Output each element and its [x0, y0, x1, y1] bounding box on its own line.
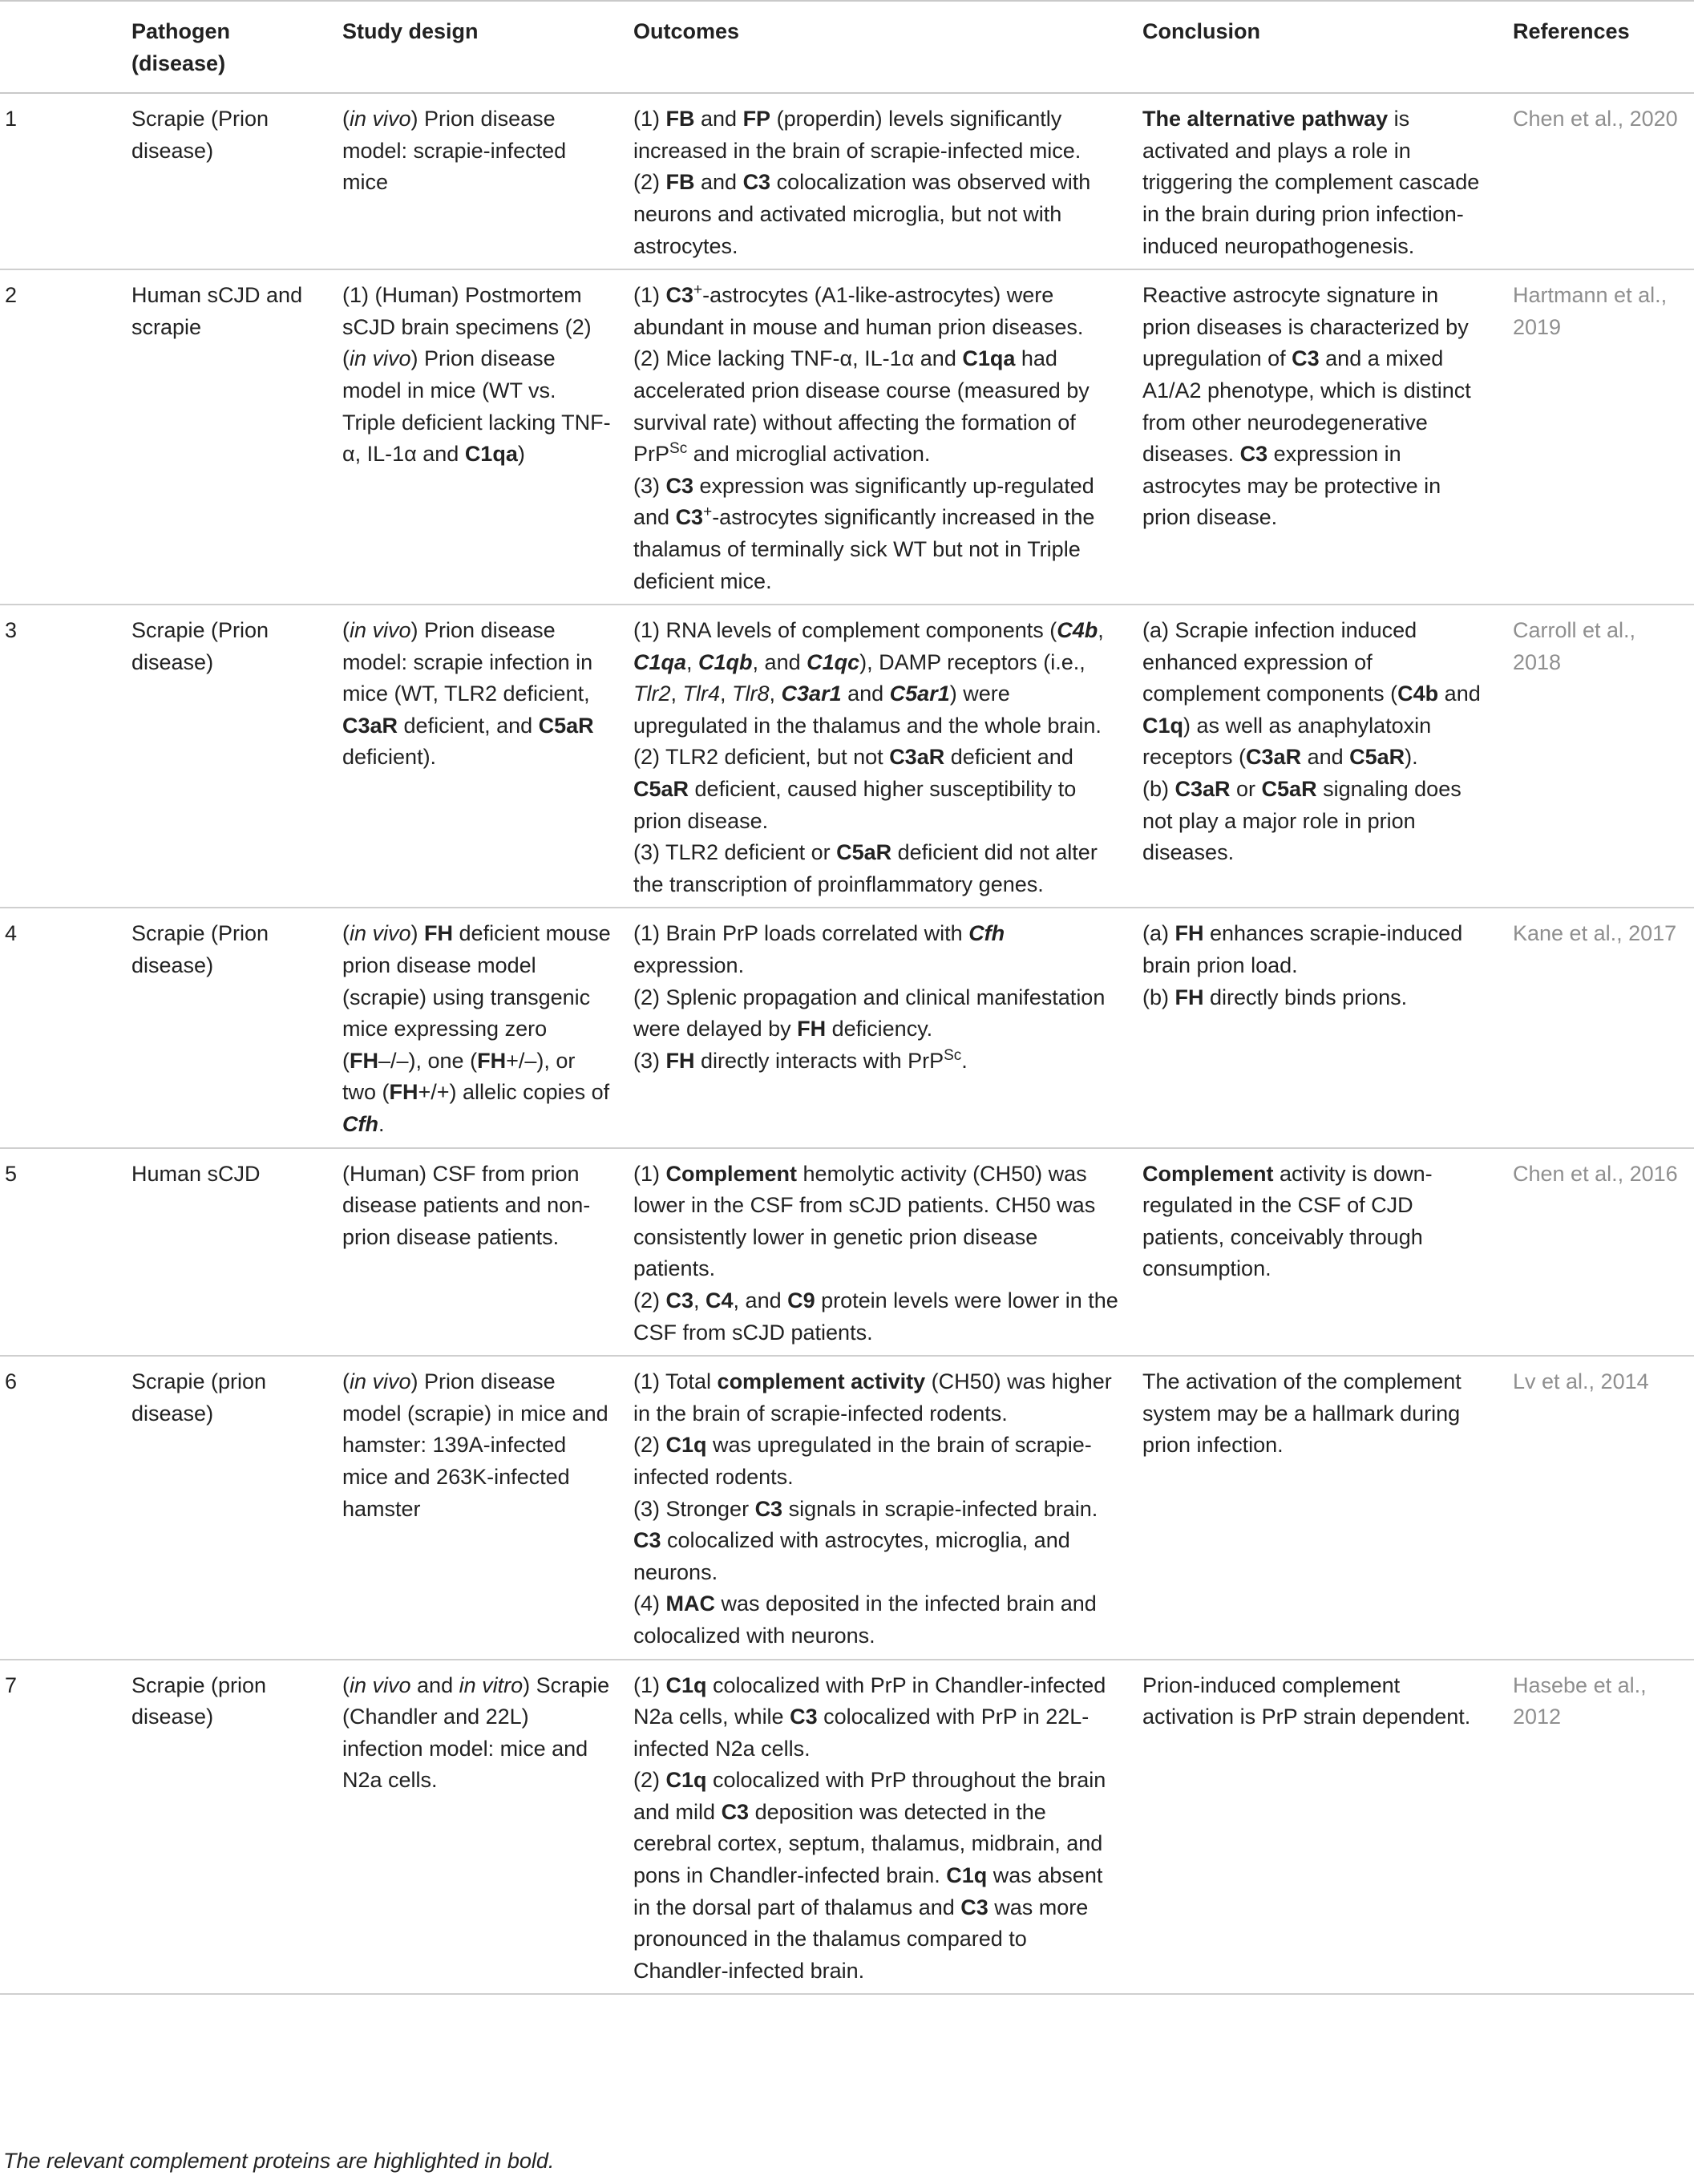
outcomes-cell-lines	[633, 1366, 1142, 1652]
row-number-text: 4	[5, 921, 18, 946]
row-number	[0, 269, 131, 605]
study-design-cell	[342, 1356, 633, 1659]
table-row	[0, 605, 1694, 908]
outcome-item: (2) Mice lacking TNF-α, IL-1α and C1qa had accelerated prion disease course (measured by survival rate) without affecting the formation of PrP$^{Sc}$ and microglial activation.	[633, 346, 1090, 467]
reference-cell-text: Chen et al., 2020	[1513, 107, 1678, 131]
outcome-item: (2) C3, C4, and C9 protein levels were lower in the CSF from sCJD patients.	[633, 1288, 1118, 1345]
study-design-cell	[342, 93, 633, 269]
header-outcomes	[633, 1, 1142, 93]
conclusion-cell	[1142, 1356, 1513, 1659]
study-design-cell-text: (in vivo) Prion disease model (scrapie) in mice and hamster: 139A-infected mice and 263K-infected hamster	[342, 1369, 608, 1521]
outcomes-cell-lines	[633, 615, 1142, 900]
table-row	[0, 269, 1694, 605]
header-number	[0, 1, 131, 93]
outcomes-cell-lines	[633, 1670, 1142, 1988]
conclusion-cell	[1142, 1660, 1513, 1995]
pathogen-cell	[131, 1356, 342, 1659]
outcomes-cell	[633, 1148, 1142, 1357]
pathogen-cell	[131, 93, 342, 269]
row-number	[0, 93, 131, 269]
outcome-item: (1) C3+-astrocytes (A1-like-astrocytes) were abundant in mouse and human prion diseases.	[633, 281, 1084, 339]
outcome-item: (1) RNA levels of complement components (C4b, C1qa, C1qb, and C1qc), DAMP receptors (i.e., Tlr2, Tlr4, Tlr8, C3ar1 and C5ar1) were upregulated in the thalamus and the whole brain.	[633, 618, 1104, 738]
conclusion-cell	[1142, 605, 1513, 908]
row-number	[0, 1356, 131, 1659]
outcome-item: (1) Brain PrP loads correlated with Cfh expression.	[633, 921, 1005, 978]
study-design-cell	[342, 1148, 633, 1357]
outcomes-cell	[633, 605, 1142, 908]
reference-cell-text: Carroll et al., 2018	[1513, 618, 1636, 674]
outcome-item: (3) FH directly interacts with PrP$^{Sc}$.	[633, 1046, 968, 1073]
header-study-design	[342, 1, 633, 93]
outcome-item: (2) TLR2 deficient, but not C3aR deficient and C5aR deficient, caused higher susceptibility to prion disease.	[633, 745, 1077, 833]
outcome-item: (4) MAC was deposited in the infected brain and colocalized with neurons.	[633, 1591, 1097, 1648]
table-row	[0, 908, 1694, 1147]
study-design-cell-text: (in vivo) Prion disease model: scrapie-infected mice	[342, 107, 567, 195]
conclusion-cell-lines	[1142, 1159, 1513, 1285]
row-number-text: 1	[5, 107, 18, 131]
row-number-text: 3	[5, 618, 18, 643]
row-number-text: 7	[5, 1672, 18, 1697]
reference-cell	[1513, 908, 1694, 1147]
conclusion-item: (a) Scrapie infection induced enhanced expression of complement components (C4b and C1q) as well as anaphylatoxin receptors (C3aR and C5aR).	[1142, 618, 1481, 770]
conclusion-cell-lines	[1142, 1670, 1513, 1733]
pathogen-cell-text: Human sCJD	[131, 1161, 261, 1186]
study-design-cell-text: (in vivo) FH deficient mouse prion disease model (scrapie) using transgenic mice expressing zero (FH–/–), one (FH+/–), or two (FH+/+) allelic copies of Cfh.	[342, 921, 611, 1136]
row-number	[0, 908, 131, 1147]
outcome-item: (1) Total complement activity (CH50) was higher in the brain of scrapie-infected rodents.	[633, 1369, 1112, 1426]
conclusion-item: Prion-induced complement activation is PrP strain dependent.	[1142, 1672, 1471, 1729]
outcome-item: (1) Complement hemolytic activity (CH50) was lower in the CSF from sCJD patients. CH50 was consistently lower in genetic prion disease patients.	[633, 1161, 1096, 1281]
outcomes-cell-lines	[633, 103, 1142, 262]
pathogen-cell-text: Scrapie (Prion disease)	[131, 921, 269, 978]
header-pathogen-label: Pathogen (disease)	[131, 19, 231, 75]
conclusion-item: Reactive astrocyte signature in prion diseases is characterized by upregulation of C3 and a mixed A1/A2 phenotype, which is distinct from other neurodegenerative diseases. C3 expression in astrocytes may be protective in prion disease.	[1142, 283, 1471, 530]
pathogen-cell-text: Scrapie (Prion disease)	[131, 618, 269, 674]
conclusion-item: (b) FH directly binds prions.	[1142, 985, 1408, 1009]
study-design-cell	[342, 908, 633, 1147]
outcomes-cell	[633, 1660, 1142, 1995]
study-design-cell	[342, 269, 633, 605]
row-number	[0, 1148, 131, 1357]
outcome-item: (1) C1q colocalized with PrP in Chandler-infected N2a cells, while C3 colocalized with PrP in 22L-infected N2a cells.	[633, 1672, 1106, 1761]
header-conclusion	[1142, 1, 1513, 93]
study-design-cell-text: (1) (Human) Postmortem sCJD brain specimens (2) (in vivo) Prion disease model in mice (WT vs. Triple deficient lacking TNF-α, IL-1α and C1qa)	[342, 283, 611, 467]
conclusion-cell-lines	[1142, 103, 1513, 262]
reference-cell-text: Chen et al., 2016	[1513, 1161, 1678, 1186]
reference-cell	[1513, 1660, 1694, 1995]
outcomes-cell-lines	[633, 1159, 1142, 1349]
conclusion-cell	[1142, 269, 1513, 605]
conclusion-cell	[1142, 908, 1513, 1147]
header-study-design-label: Study design	[342, 19, 479, 43]
reference-cell-text: Lv et al., 2014	[1513, 1369, 1649, 1394]
row-number-text: 6	[5, 1369, 18, 1394]
outcome-item: (2) FB and C3 colocalization was observed with neurons and activated microglia, but not with astrocytes.	[633, 170, 1091, 258]
conclusion-cell	[1142, 93, 1513, 269]
outcome-item: (3) Stronger C3 signals in scrapie-infected brain. C3 colocalized with astrocytes, microglia, and neurons.	[633, 1496, 1098, 1584]
conclusion-cell-lines	[1142, 280, 1513, 534]
outcome-item: (2) Splenic propagation and clinical manifestation were delayed by FH deficiency.	[633, 985, 1106, 1041]
study-design-cell	[342, 1660, 633, 1995]
header-references-label: References	[1513, 19, 1630, 43]
outcomes-cell	[633, 93, 1142, 269]
reference-cell	[1513, 93, 1694, 269]
reference-cell	[1513, 605, 1694, 908]
row-number-text: 2	[5, 283, 18, 308]
conclusion-cell-lines	[1142, 615, 1513, 869]
row-number	[0, 1660, 131, 1995]
table-row	[0, 1148, 1694, 1357]
outcomes-cell	[633, 269, 1142, 605]
reference-cell-text: Hartmann et al., 2019	[1513, 283, 1668, 339]
outcome-item: (1) FB and FP (properdin) levels significantly increased in the brain of scrapie-infected mice.	[633, 107, 1081, 163]
outcome-item: (3) C3 expression was significantly up-regulated and C3+-astrocytes significantly increased in the thalamus of terminally sick WT but not in Triple deficient mice.	[633, 473, 1095, 593]
conclusion-cell-lines	[1142, 918, 1513, 1013]
pathogen-cell-text: Human sCJD and scrapie	[131, 283, 303, 339]
reference-cell-text: Hasebe et al., 2012	[1513, 1672, 1647, 1729]
outcomes-cell	[633, 1356, 1142, 1659]
conclusion-cell-lines	[1142, 1366, 1513, 1462]
conclusion-item: The alternative pathway is activated and plays a role in triggering the complement cascade in the brain during prion infection-induced neuropathogenesis.	[1142, 107, 1480, 258]
header-pathogen	[131, 1, 342, 93]
reference-cell	[1513, 1148, 1694, 1357]
table-row	[0, 1660, 1694, 1995]
pathogen-cell-text: Scrapie (prion disease)	[131, 1369, 267, 1426]
pathogen-cell	[131, 605, 342, 908]
reference-cell	[1513, 1356, 1694, 1659]
table-row	[0, 1356, 1694, 1659]
pathogen-cell	[131, 908, 342, 1147]
reference-cell-text: Kane et al., 2017	[1513, 921, 1677, 946]
outcomes-cell-lines	[633, 280, 1142, 597]
reference-cell	[1513, 269, 1694, 605]
table-row	[0, 93, 1694, 269]
table-header-row	[0, 1, 1694, 93]
table-body	[0, 93, 1694, 1994]
header-outcomes-label: Outcomes	[633, 19, 740, 43]
conclusion-item: (a) FH enhances scrapie-induced brain prion load.	[1142, 921, 1463, 978]
header-references	[1513, 1, 1694, 93]
study-design-cell-text: (Human) CSF from prion disease patients and non-prion disease patients.	[342, 1161, 591, 1249]
conclusion-item: (b) C3aR or C5aR signaling does not play a major role in prion diseases.	[1142, 777, 1462, 865]
row-number-text: 5	[5, 1161, 18, 1186]
outcome-item: (2) C1q was upregulated in the brain of scrapie-infected rodents.	[633, 1433, 1092, 1489]
outcomes-cell-lines	[633, 918, 1142, 1077]
pathogen-cell	[131, 1660, 342, 1995]
conclusion-item: Complement activity is down-regulated in the CSF of CJD patients, conceivably through consumption.	[1142, 1161, 1433, 1281]
study-design-cell-text: (in vivo and in vitro) Scrapie (Chandler and 22L) infection model: mice and N2a cells.	[342, 1672, 610, 1793]
outcome-item: (3) TLR2 deficient or C5aR deficient did not alter the transcription of proinflammatory genes.	[633, 840, 1098, 896]
header-conclusion-label: Conclusion	[1142, 19, 1260, 43]
outcomes-cell	[633, 908, 1142, 1147]
study-design-cell	[342, 605, 633, 908]
table-footnote: The relevant complement proteins are highlighted in bold.	[3, 2149, 555, 2173]
pathogen-cell	[131, 269, 342, 605]
pathogen-cell-text: Scrapie (prion disease)	[131, 1672, 267, 1729]
pathogen-cell	[131, 1148, 342, 1357]
pathogen-cell-text: Scrapie (Prion disease)	[131, 107, 269, 163]
study-design-cell-text: (in vivo) Prion disease model: scrapie infection in mice (WT, TLR2 deficient, C3aR deficient, and C5aR deficient).	[342, 618, 594, 770]
conclusion-cell	[1142, 1148, 1513, 1357]
conclusion-item: The activation of the complement system may be a hallmark during prion infection.	[1142, 1369, 1462, 1458]
row-number	[0, 605, 131, 908]
outcome-item: (2) C1q colocalized with PrP throughout the brain and mild C3 deposition was detected in the cerebral cortex, septum, thalamus, midbrain, and pons in Chandler-infected brain. C1q was absent in the dorsal part of thalamus and C3 was more pronounced in the thalamus compared to Chandler-infected brain.	[633, 1768, 1106, 1983]
